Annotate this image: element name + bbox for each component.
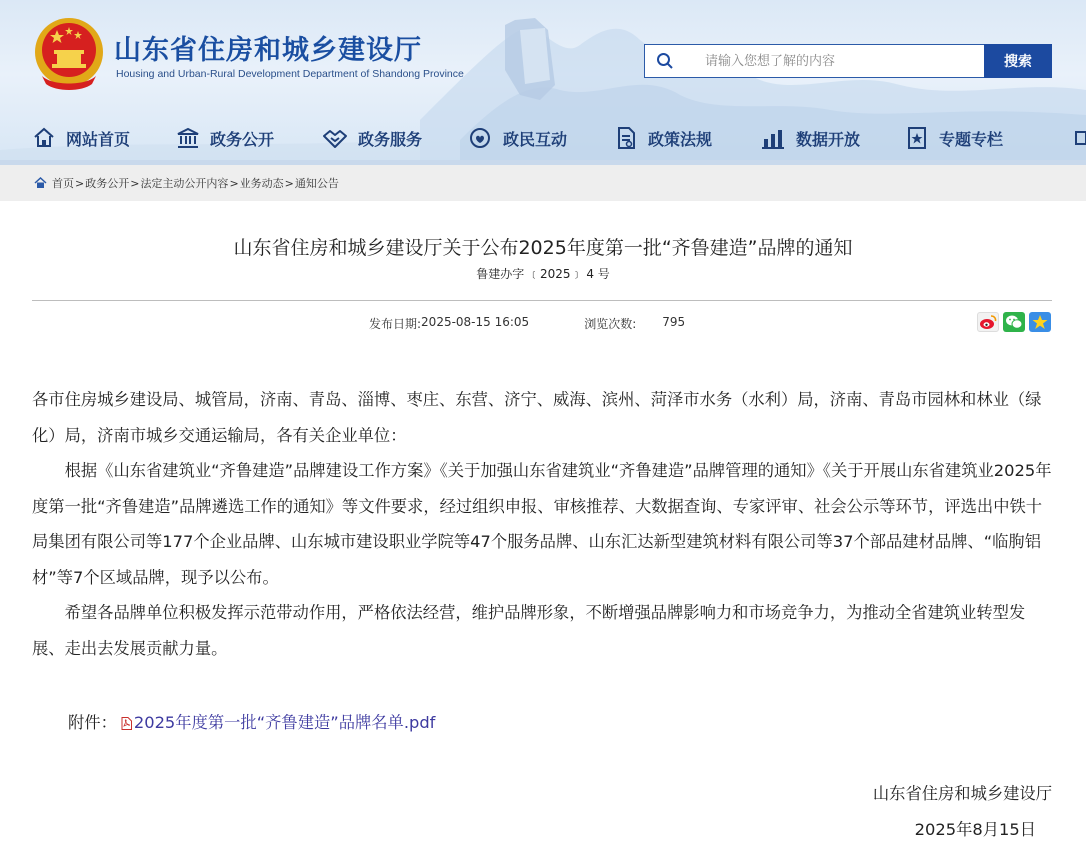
breadcrumb-business-news[interactable]: 业务动态 [239,177,284,190]
signature-date: 2025年8月15日 [914,820,1036,839]
body-paragraph: 根据《山东省建筑业“齐鲁建造”品牌建设工作方案》《关于加强山东省建筑业“齐鲁建造”品牌管理的通知》《关于开展山东省建筑业2025年度第一批“齐鲁建造”品牌遴选工作的通知》等文件要求，经过组织申报、审核推荐、大数据查询、专家评审、社会公示等环节，评选出中铁十局集团有限公司等177个企业品牌、山东城市建设职业学院等47个服务品牌、山东汇达新型建筑材料有限公司等37个部品建材品牌、“临朐铝材”等7个区域品牌，现予以公布。 [32,461,1052,587]
share-buttons [977,312,1051,332]
nav-more-icon[interactable] [1074,118,1086,158]
building-icon [176,126,200,150]
nav-item-government-services[interactable] [322,118,422,158]
nav-item-government-affairs[interactable] [176,118,274,158]
nav-item-special-topics[interactable] [905,118,1003,158]
breadcrumb-separator: > [229,176,239,190]
main-nav [0,118,1086,158]
breadcrumb-bar [0,165,1086,201]
breadcrumb-separator: > [75,176,85,190]
nav-item-open-data[interactable] [760,118,860,158]
search-box [644,44,1052,78]
breadcrumb-home[interactable]: 首页 [52,177,74,190]
views-label: 浏览次数: [584,317,637,331]
article-title: 山东省住房和城乡建设厅关于公布2025年度第一批“齐鲁建造”品牌的通知 [233,237,853,259]
nav-item-interaction[interactable] [467,118,567,158]
bar-chart-icon [760,126,786,150]
document-number: 鲁建办字 ﹝2025﹞ 4 号 [476,267,610,281]
nav-label: 网站首页 [66,129,131,149]
search-icon[interactable] [645,45,685,77]
attachment-link[interactable]: 2025年度第一批“齐鲁建造”品牌名单.pdf [133,713,436,732]
qzone-icon[interactable] [1029,312,1051,332]
home-icon [34,177,47,189]
salutation-paragraph: 各市住房城乡建设局、城管局，济南、青岛、淄博、枣庄、东营、济宁、威海、滨州、菏泽市水务（水利）局，济南、青岛市园林和林业（绿化）局，济南市城乡交通运输局，各有关企业单位： [32,390,1042,445]
publish-date-label: 发布日期: [369,317,422,331]
breadcrumb-statutory-content[interactable]: 法定主动公开内容 [140,177,229,190]
nav-item-home[interactable] [32,118,130,158]
nav-label: 政民互动 [503,129,568,149]
breadcrumb-government-affairs[interactable]: 政务公开 [85,177,130,190]
title-divider [32,300,1052,301]
article-meta [369,315,685,332]
breadcrumb-notices[interactable]: 通知公告 [294,177,339,190]
wechat-icon[interactable] [1003,312,1025,332]
publish-date: 2025-08-15 16:05 [421,315,530,329]
search-input[interactable] [685,46,984,76]
nav-label: 政务服务 [358,129,423,149]
handshake-icon [322,126,348,150]
signature: 山东省住房和城乡建设厅 [872,784,1052,803]
breadcrumb-separator: > [284,176,294,190]
nav-label: 政策法规 [648,129,713,149]
nav-label: 政务公开 [210,129,275,149]
attachment [68,708,435,738]
article-body [32,382,1054,666]
nav-label: 专题专栏 [939,129,1004,149]
search-button[interactable]: 搜索 [984,44,1052,78]
home-icon [32,126,56,150]
national-emblem-icon [32,14,106,92]
views-count: 795 [662,315,686,329]
site-subtitle: Housing and Urban-Rural Development Department of Shandong Province [116,68,464,80]
site-title: 山东省住房和城乡建设厅 [114,35,422,66]
site-header [0,0,1086,165]
pdf-icon [121,717,132,730]
document-icon [614,126,638,150]
topic-icon [905,126,929,150]
body-paragraph: 希望各品牌单位积极发挥示范带动作用，严格依法经营，维护品牌形象，不断增强品牌影响力和市场竞争力，为推动全省建筑业转型发展、走出去发展贡献力量。 [32,603,1026,658]
chat-icon [467,126,493,150]
attachment-label: 附件： [68,713,117,732]
breadcrumb [34,175,339,191]
nav-item-policies[interactable] [614,118,712,158]
weibo-icon[interactable] [977,312,999,332]
breadcrumb-separator: > [130,176,140,190]
nav-label: 数据开放 [796,129,861,149]
